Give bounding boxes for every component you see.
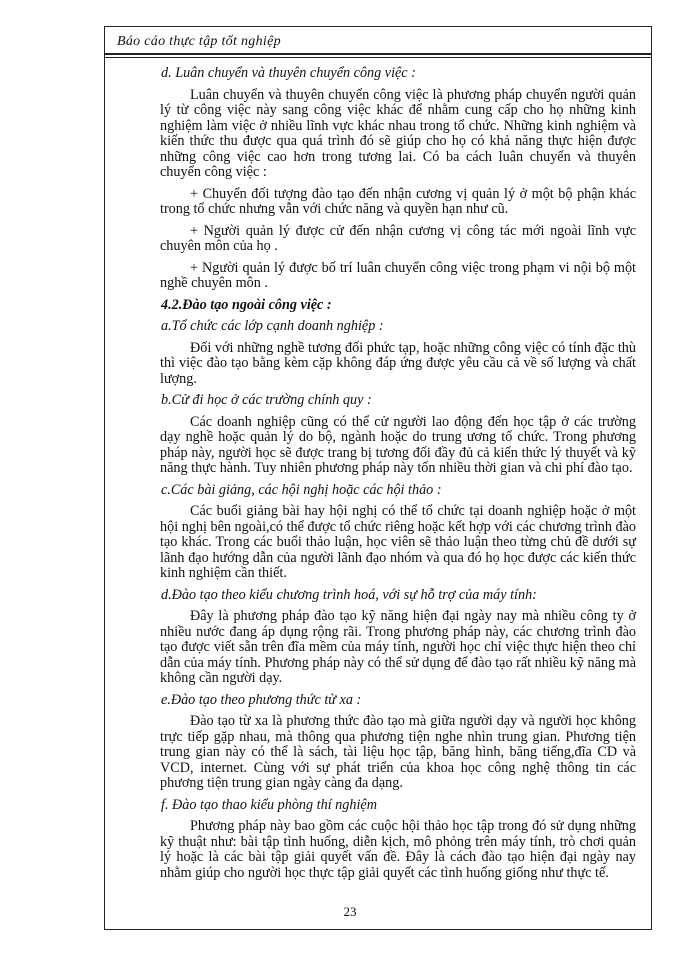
section-heading: f. Đào tạo thao kiểu phòng thí nghiệm [161,796,377,813]
paragraph: Đối với những nghề tương đối phức tạp, hoặc những công việc có tính đặc thù thì việc đào tạo bằng kèm cặp không đáp ứng được yêu cầu cả về số lượng và chất lượng. [160,339,636,387]
section-heading: c.Các bài giảng, các hội nghị hoặc các hội thảo : [161,481,442,498]
paragraph: Các doanh nghiệp cũng có thể cử người lao động đến học tập ở các trường dạy nghề hoặc quản lý do bộ, ngành hoặc do trung ương tổ chức. Trong phương pháp này, người học sẽ được trang bị tương đối đầy đủ cả kiến thức lý thuyết và kỹ năng thực hành. Tuy nhiên phương pháp này tốn nhiều thời gian và chi phí đào tạo. [160,413,636,476]
section-heading: d.Đào tạo theo kiểu chương trình hoá, với sự hỗ trợ của máy tính: [161,586,537,603]
paragraph: + Người quản lý được cử đến nhận cương vị công tác mới ngoài lĩnh vực chuyên môn của họ . [160,222,636,254]
paragraph: Các buổi giảng bài hay hội nghị có thể tổ chức tại doanh nghiệp hoặc ở một hội nghị bên ngoài,có thể được tổ chức riêng hoặc kết hợp với các chương trình đào tạo khác. Trong các buổi thảo luận, học viên sẽ thảo luận theo từng chủ đề dưới sự lãnh đạo hướng dẫn của người lãnh đạo nhóm và qua đó họ học được các kiến thức kinh nghiệm cần thiết. [160,503,636,581]
page-header-title: Báo cáo thực tập tốt nghiệp [117,34,281,49]
page-number: 23 [343,904,357,919]
document-body [160,66,636,887]
paragraph: Luân chuyển và thuyên chuyển công việc là phương pháp chuyển người quản lý từ công việc này sang công việc khác để nhằm cung cấp cho họ những kinh nghiệm làm việc ở nhiều lĩnh vực khác nhau trong tổ chức. Những kinh nghiệm và kiến thức thu được qua quá trình đó sẽ giúp cho họ có khả năng thực hiện được những công việc cao hơn trong tương lai. Có ba cách luân chuyển và thuyên chuyển công việc : [160,86,636,180]
paragraph: Phương pháp này bao gồm các cuộc hội thảo học tập trong đó sử dụng những kỹ thuật như: bài tập tình huống, diễn kịch, mô phỏng trên máy tính, trò chơi quản lý hoặc là các bài tập giải quyết vấn đề. Đây là cách đào tạo hiện đại ngày nay nhằm giúp cho người học thực tập giải quyết các tình huống giống như thực tế. [160,818,636,881]
paragraph: + Chuyển đối tượng đào tạo đến nhận cương vị quản lý ở một bộ phận khác trong tổ chức nhưng vẫn với chức năng và quyền hạn như cũ. [160,185,636,217]
section-heading: d. Luân chuyển và thuyên chuyển công việc : [161,65,416,81]
paragraph: + Người quản lý được bố trí luân chuyển công việc trong phạm vi nội bộ một nghề chuyên môn . [160,259,636,291]
section-heading: a.Tổ chức các lớp cạnh doanh nghiệp : [161,318,384,334]
paragraph: Đào tạo từ xa là phương thức đào tạo mà giữa người dạy và người học không trực tiếp gặp nhau, mà thông qua phương tiện nghe nhìn trung gian. Phương tiện trung gian này có thể là sách, tài liệu học tập, băng hình, băng tiếng,đĩa CD và VCD, internet. Cùng với sự phát triển của khoa học công nghệ thông tin các phương tiện trung gian ngày càng đa dạng. [160,713,636,791]
section-heading: b.Cử đi học ở các trường chính quy : [161,392,372,408]
paragraph: Đây là phương pháp đào tạo kỹ năng hiện đại ngày nay mà nhiều công ty ở nhiều nước đang áp dụng rộng rãi. Trong phương pháp này, các chương trình đào tạo được viết sẵn trên đĩa mềm của máy tính, người học chỉ việc thực hiện theo chỉ dẫn của máy tính. Phương pháp này có thể sử dụng để đào tạo rất nhiều kỹ năng mà không cần người dạy. [160,608,636,686]
section-heading: e.Đào tạo theo phương thức từ xa : [161,691,362,708]
header-rule-thin [104,57,652,58]
header-rule [104,53,652,55]
chapter-heading: 4.2.Đào tạo ngoài công việc : [161,296,332,313]
